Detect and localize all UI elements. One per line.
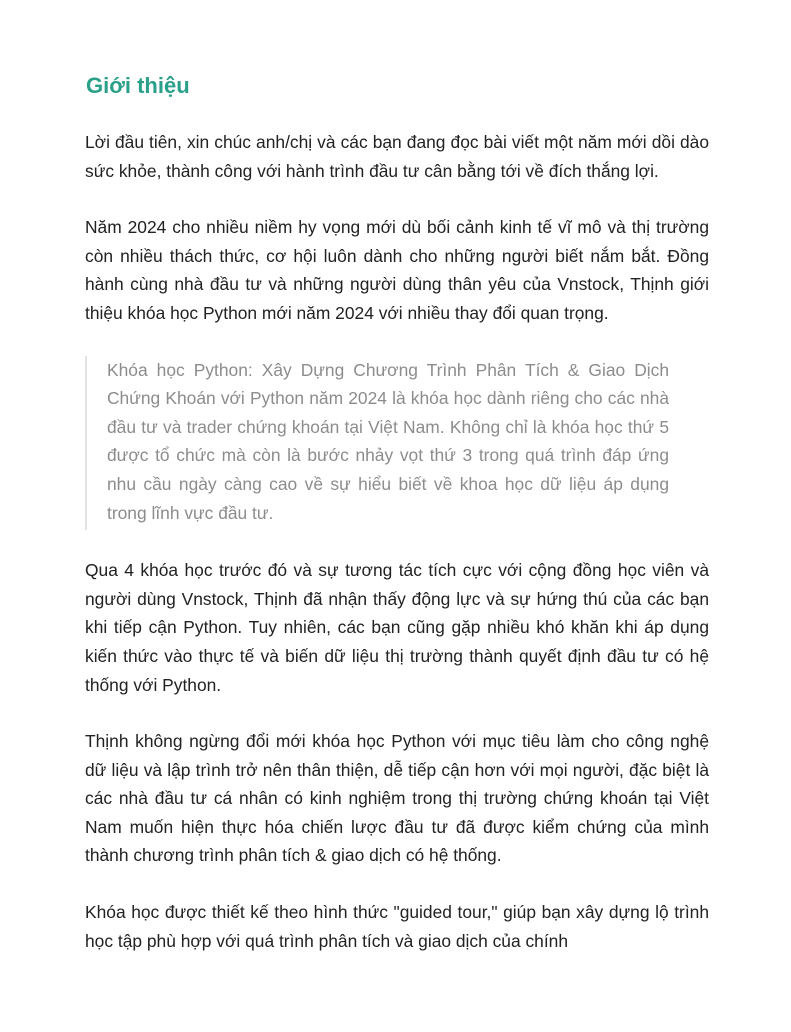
context-paragraph: Năm 2024 cho nhiều niềm hy vọng mới dù bối cảnh kinh tế vĩ mô và thị trường còn nhiều thách thức, cơ hội luôn dành cho những người biết nắm bắt. Đồng hành cùng nhà đầu tư và những người dùng thân yêu của Vnstock, Thịnh giới thiệu khóa học Python mới năm 2024 với nhiều thay đổi quan trọng.: [85, 217, 709, 323]
section-heading: Giới thiệu: [86, 73, 190, 98]
document-page: [85, 70, 709, 955]
course-blockquote: [85, 356, 669, 531]
previous-courses-paragraph: Qua 4 khóa học trước đó và sự tương tác tích cực với cộng đồng học viên và người dùng Vnstock, Thịnh đã nhận thấy động lực và sự hứng thú của các bạn khi tiếp cận Python. Tuy nhiên, các bạn cũng gặp nhiều khó khăn khi áp dụng kiến thức vào thực tế và biến dữ liệu thị trường thành quyết định đầu tư có hệ thống với Python.: [85, 560, 709, 695]
innovation-paragraph: Thịnh không ngừng đổi mới khóa học Python với mục tiêu làm cho công nghệ dữ liệu và lập trình trở nên thân thiện, dễ tiếp cận hơn với mọi người, đặc biệt là các nhà đầu tư cá nhân có kinh nghiệm trong thị trường chứng khoán tại Việt Nam muốn hiện thực hóa chiến lược đầu tư đã được kiểm chứng của mình thành chương trình phân tích & giao dịch có hệ thống.: [85, 731, 709, 866]
guided-tour-paragraph: Khóa học được thiết kế theo hình thức "guided tour," giúp bạn xây dựng lộ trình học tập phù hợp với quá trình phân tích và giao dịch của chính: [85, 902, 709, 951]
blockquote-text: Khóa học Python: Xây Dựng Chương Trình Phân Tích & Giao Dịch Chứng Khoán với Python năm 2024 là khóa học dành riêng cho các nhà đầu tư và trader chứng khoán tại Việt Nam. Không chỉ là khóa học thứ 5 được tổ chức mà còn là bước nhảy vọt thứ 3 trong quá trình đáp ứng nhu cầu ngày càng cao về sự hiểu biết về khoa học dữ liệu áp dụng trong lĩnh vực đầu tư.: [107, 359, 669, 523]
intro-paragraph: Lời đầu tiên, xin chúc anh/chị và các bạn đang đọc bài viết một năm mới dồi dào sức khỏe, thành công với hành trình đầu tư cân bằng tới về đích thắng lợi.: [85, 132, 709, 181]
